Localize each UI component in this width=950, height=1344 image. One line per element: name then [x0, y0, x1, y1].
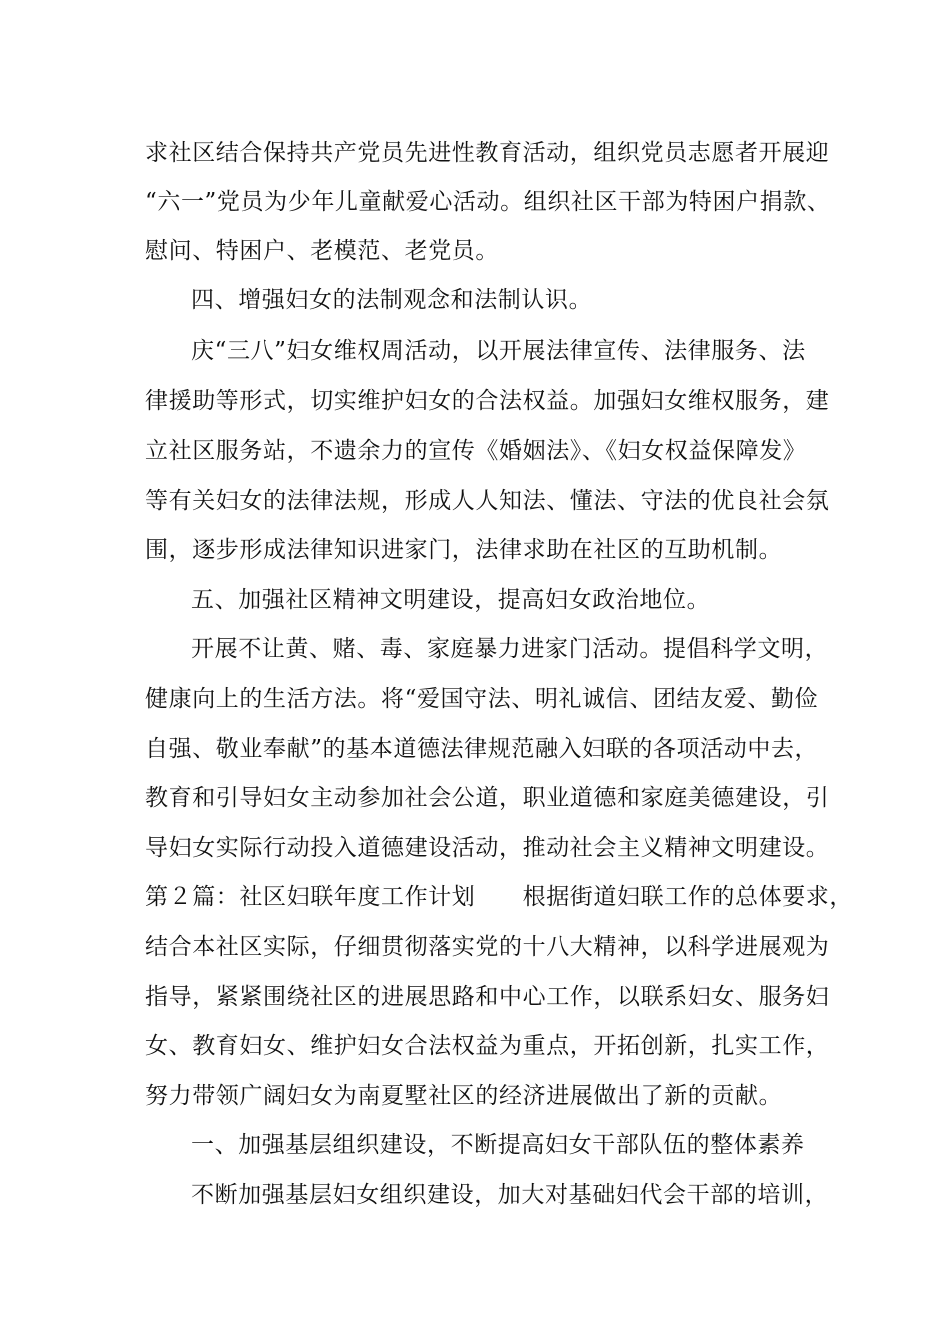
text-line: 庆“三八”妇女维权周活动，以开展法律宣传、法律服务、法 [191, 338, 806, 364]
text-line: 不断加强基层妇女组织建设，加大对基础妇代会干部的培训， [191, 1182, 829, 1208]
text-line: 导妇女实际行动投入道德建设活动，推动社会主义精神文明建设。 [145, 835, 830, 861]
text-line: “六一”党员为少年儿童献爱心活动。组织社区干部为特困户捐款、 [145, 189, 831, 215]
section-heading: 一、加强基层组织建设，不断提高妇女干部队伍的整体素养 [191, 1132, 805, 1158]
text-line: 开展不让黄、赌、毒、家庭暴力进家门活动。提倡科学文明， [191, 636, 829, 662]
section-heading: 五、加强社区精神文明建设，提高妇女政治地位。 [191, 587, 711, 613]
section-heading: 四、增强妇女的法制观念和法制认识。 [191, 287, 593, 313]
text-line: 围，逐步形成法律知识进家门，法律求助在社区的互助机制。 [145, 537, 783, 563]
text-line: 教育和引导妇女主动参加社会公道，职业道德和家庭美德建设，引 [145, 785, 830, 811]
text-line: 健康向上的生活方法。将“爱国守法、明礼诚信、团结友爱、勤俭 [145, 686, 819, 712]
text-line: 结合本社区实际，仔细贯彻落实党的十八大精神，以科学进展观为 [145, 934, 830, 960]
text-line: 女、教育妇女、维护妇女合法权益为重点，开拓创新，扎实工作， [145, 1033, 830, 1059]
text-line: 等有关妇女的法律法规，形成人人知法、懂法、守法的优良社会氛 [145, 488, 830, 514]
text-line: 律援助等形式，切实维护妇女的合法权益。加强妇女维权服务，建 [145, 388, 830, 414]
text-line: 指导，紧紧围绕社区的进展思路和中心工作，以联系妇女、服务妇 [145, 984, 830, 1010]
text-line: 慰问、特困户、老模范、老党员。 [145, 238, 499, 264]
text-line: 自强、敬业奉献”的基本道德法律规范融入妇联的各项活动中去， [145, 736, 819, 762]
text-line: 求社区结合保持共产党员先进性教育活动，组织党员志愿者开展迎 [145, 140, 830, 166]
text-line: 努力带领广阔妇女为南夏墅社区的经济进展做出了新的贡献。 [145, 1083, 783, 1109]
text-line: 立社区服务站，不遗余力的宣传《婚姻法》、《妇女权益保障发》 [145, 438, 807, 464]
chapter-title-line: 第２篇：社区妇联年度工作计划 根据街道妇联工作的总体要求， [145, 884, 853, 910]
